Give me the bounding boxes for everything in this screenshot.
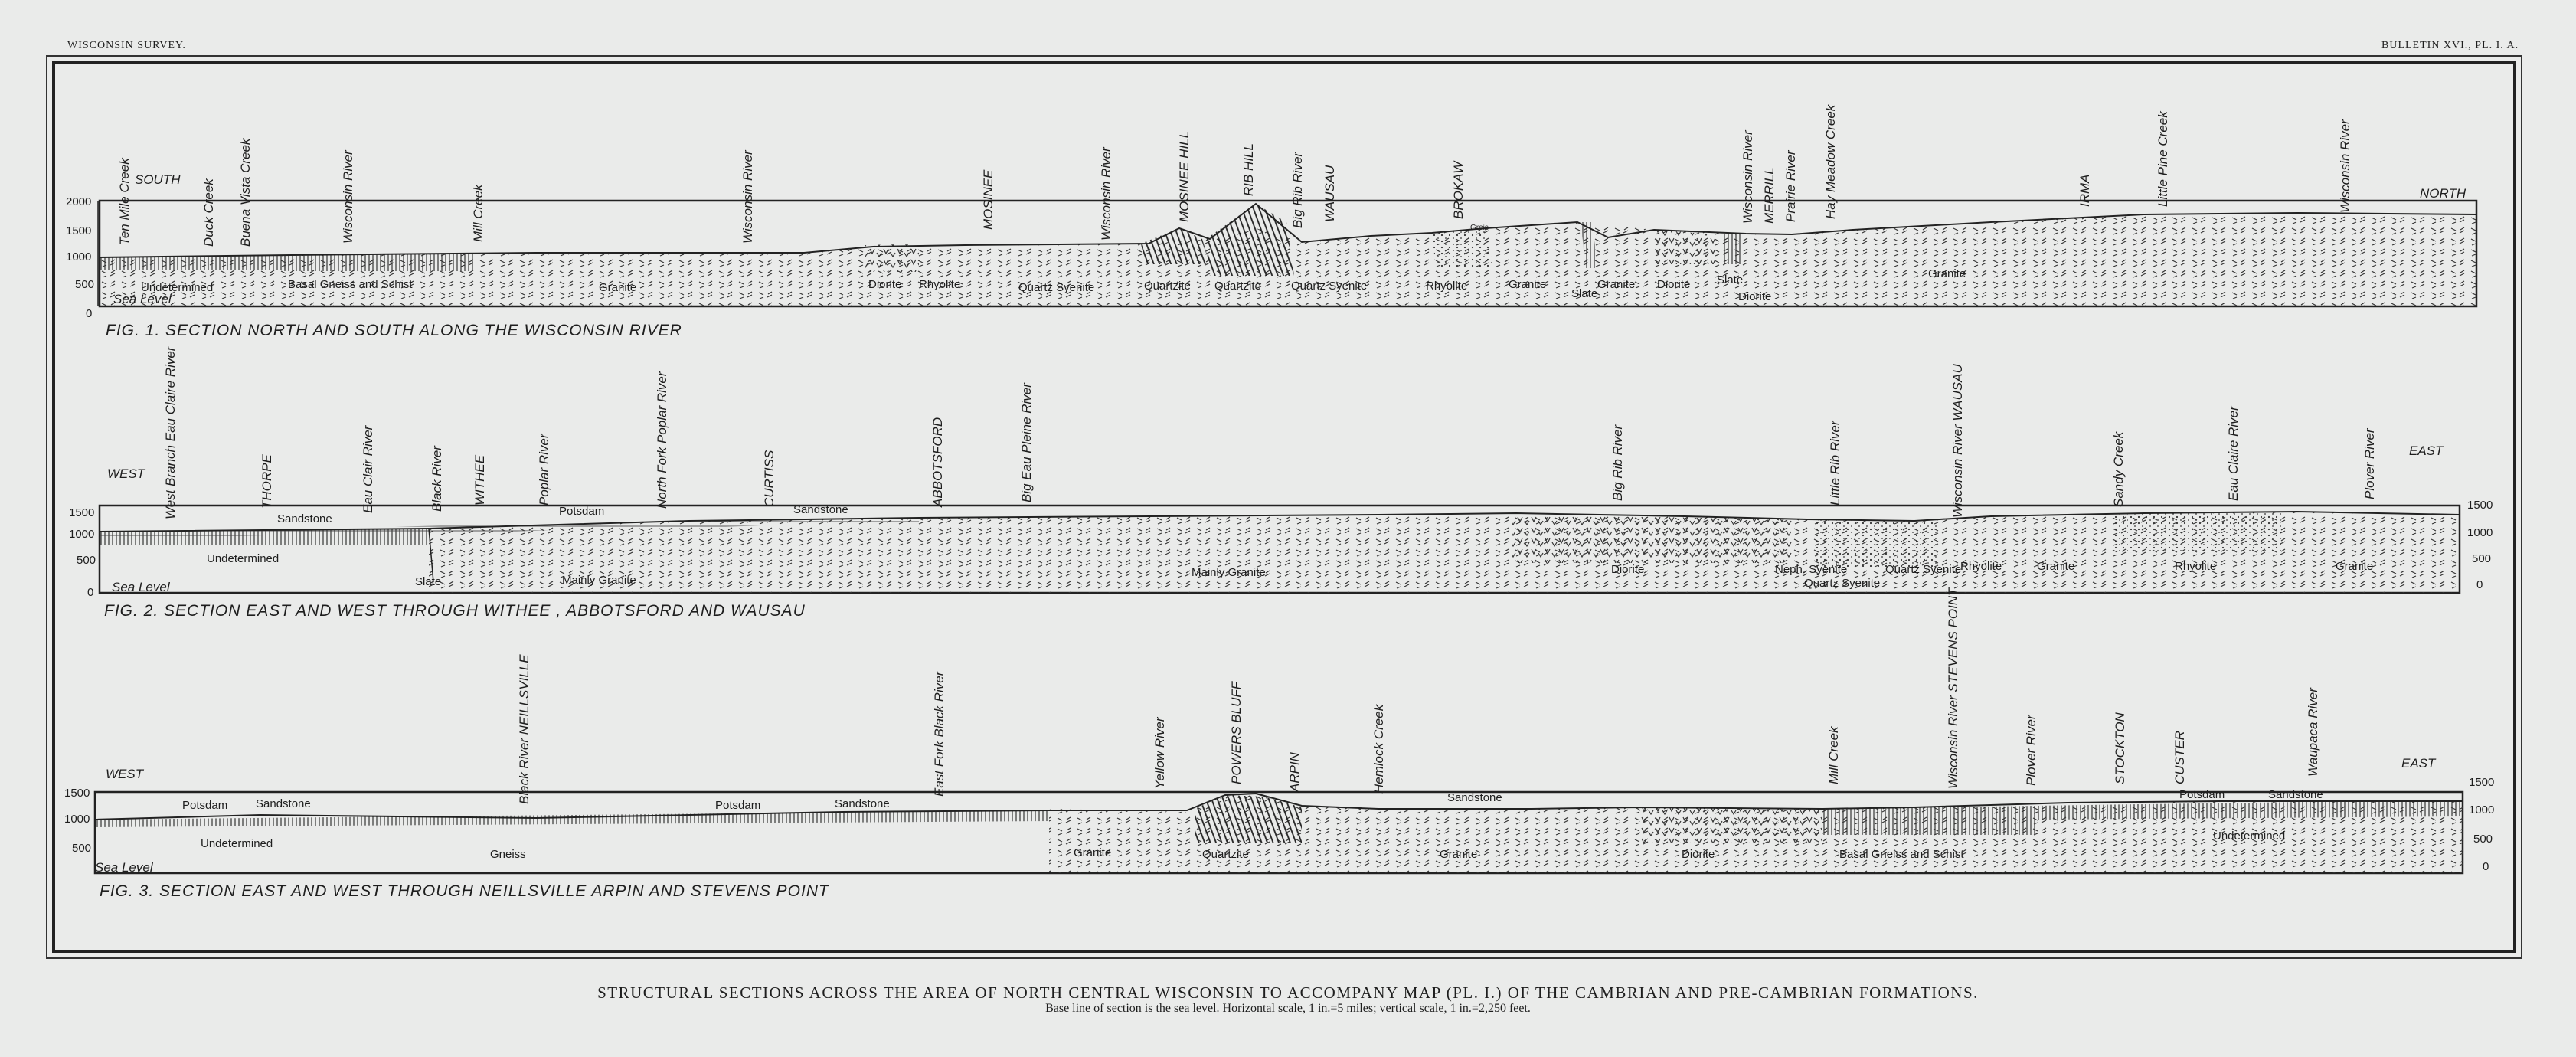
rock-label: Sandstone [793, 503, 848, 516]
place-label: Black River NEILLSVILLE [517, 654, 531, 804]
place-label: WAUSAU [1322, 165, 1337, 222]
profile-gneiss [283, 254, 475, 271]
axis-tick: 2000 [66, 195, 92, 208]
rock-label: Slate [1717, 273, 1744, 286]
direction-right: NORTH [2420, 186, 2466, 201]
rock-label: Sandstone [277, 512, 332, 525]
direction-left: WEST [107, 466, 145, 481]
place-label: BROKAW [1451, 161, 1466, 219]
rock-label: Granite [2037, 560, 2075, 573]
place-label: Ten Mile Creek [117, 158, 132, 245]
place-label: CUSTER [2172, 731, 2187, 784]
axis-tick: 0 [2476, 578, 2483, 591]
plate-header-right: BULLETIN XVI., PL. I. A. [2381, 40, 2519, 51]
place-label: Duck Creek [201, 178, 216, 247]
plate-subtitle: Base line of section is the sea level. Horizontal scale, 1 in.=5 miles; vertical scale, 1 in.=2,250 feet. [1045, 1002, 1531, 1015]
rock-label: Potsdam [559, 505, 605, 518]
place-label: Plover River [2024, 715, 2038, 786]
place-label: Wisconsin River [1099, 147, 1113, 241]
place-label: POWERS BLUFF [1229, 681, 1244, 784]
profile-gneiss [1822, 806, 2037, 835]
place-label: MOSINEE HILL [1177, 130, 1192, 222]
rock-label: Granite [1928, 267, 1966, 280]
place-label: CURTISS [762, 450, 776, 507]
place-label: ABBOTSFORD [930, 417, 945, 507]
profile-diorite-2 [1654, 230, 1715, 264]
axis-tick: 0 [87, 586, 94, 599]
direction-left: SOUTH [135, 172, 181, 187]
profile-quartzite-2 [1206, 204, 1294, 276]
rock-label: Diorite [1657, 278, 1691, 291]
place-label: Buena Vista Creek [238, 138, 253, 247]
axis-tick: 500 [77, 554, 96, 567]
rock-label: Diorite [868, 278, 902, 291]
rock-label: Gneiss [490, 848, 526, 861]
rock-label: Quartz Syenite [1804, 577, 1881, 590]
place-label: STOCKTON [2113, 712, 2127, 784]
rock-label: Granite [599, 281, 637, 294]
rock-label: Quartzite [1144, 280, 1191, 293]
section-caption: FIG. 3. SECTION EAST AND WEST THROUGH NEILLSVILLE ARPIN AND STEVENS POINT [100, 882, 829, 900]
rock-label: Quartzite [1202, 848, 1249, 861]
sea-level-label: Sea Level [112, 580, 170, 594]
rock-label: Quartz Syenite [1291, 280, 1368, 293]
profile-quartzite-1 [1141, 228, 1210, 264]
rock-label: Sandstone [835, 797, 890, 810]
axis-tick: 500 [75, 278, 95, 291]
place-label: Wisconsin River [1741, 130, 1755, 224]
rock-label: Quartzite [1214, 280, 1261, 293]
place-label: West Branch Eau Claire River [163, 346, 178, 519]
rock-label: Slate [415, 575, 442, 588]
place-label: Plover River [2362, 428, 2377, 499]
axis-tick: 0 [2483, 860, 2489, 873]
plate-title: STRUCTURAL SECTIONS ACROSS THE AREA OF NORTH CENTRAL WISCONSIN TO ACCOMPANY MAP (PL. I.) OF THE CAMBRIAN AND PRE-CAMBRIAN FORMATIONS. [597, 983, 1979, 1002]
place-label: Eau Clair River [361, 425, 375, 513]
profile-diorite [1639, 807, 1822, 843]
axis-tick: 500 [2472, 552, 2492, 565]
rock-label: Basal Gneiss and Schist [1839, 848, 1964, 861]
profile-diorite [1512, 515, 1792, 563]
direction-left: WEST [106, 767, 144, 781]
rock-label: Potsdam [715, 799, 761, 812]
rock-label: Quartz Syenite [1018, 281, 1095, 294]
place-label: Waupaca River [2306, 688, 2320, 777]
place-label: IRMA [2077, 174, 2092, 207]
rock-label: Diorite [1682, 848, 1715, 861]
place-label: Hay Meadow Creek [1823, 104, 1838, 219]
axis-tick: 1000 [2467, 526, 2493, 539]
place-label: North Fork Poplar River [655, 371, 669, 509]
rock-label: Sandstone [1447, 791, 1502, 804]
profile-slate-2 [1723, 234, 1742, 264]
axis-tick: 0 [86, 307, 93, 320]
rock-label: Potsdam [182, 799, 228, 812]
rock-label: Quartz Syenite [1885, 563, 1962, 576]
axis-tick: 1000 [64, 813, 90, 826]
rock-label: Rhyolite [1960, 560, 2002, 573]
rock-label: Sandstone [2268, 788, 2323, 801]
rock-label: Diorite [1611, 563, 1645, 576]
profile-diorite [865, 244, 919, 272]
axis-tick: 1000 [2469, 803, 2495, 816]
place-label: Little Rib River [1828, 421, 1842, 506]
axis-tick: 1000 [66, 250, 92, 263]
place-label: WITHEE [472, 454, 487, 506]
rock-label: Mainly Granite [562, 574, 636, 587]
rock-label: Rhyolite [919, 278, 961, 291]
rock-label: Rhyolite [2175, 560, 2217, 573]
rock-label: Diorite [1738, 290, 1772, 303]
section-fig2 [69, 345, 2493, 620]
place-label: Black River [430, 446, 444, 512]
profile-rhyolite [2113, 512, 2282, 553]
place-label: Sandy Creek [2111, 431, 2126, 507]
plate-header-left: WISCONSIN SURVEY. [67, 40, 186, 51]
place-label: Big Eau Pleine River [1019, 383, 1034, 502]
profile-undetermined [95, 810, 1049, 827]
axis-tick: 1000 [69, 528, 95, 541]
direction-right: EAST [2409, 443, 2444, 458]
place-label: Poplar River [537, 434, 551, 506]
rock-label: Granite [1074, 846, 1112, 859]
place-label: Little Pine Creek [2156, 111, 2170, 207]
rock-label: Rhyolite [1426, 280, 1468, 293]
axis-tick: 1500 [66, 224, 92, 237]
rock-label: Granite [2336, 560, 2374, 573]
place-label: Big Rib River [1290, 152, 1305, 228]
place-label: Mill Creek [1826, 726, 1841, 784]
place-label: East Fork Black River [932, 671, 946, 797]
axis-tick: 500 [2473, 833, 2493, 846]
place-label: Wisconsin River STEVENS POINT [1946, 587, 1960, 789]
rock-label: Greis [1470, 224, 1489, 232]
sea-level-label: Sea Level [113, 292, 172, 306]
rock-label: Slate [1571, 287, 1598, 300]
rock-label: Undetermined [207, 552, 280, 565]
section-fig1 [66, 103, 2476, 339]
profile-rhyolite [1432, 228, 1493, 268]
rock-label: Undetermined [2213, 830, 2286, 843]
place-label: Wisconsin River [2338, 119, 2352, 213]
axis-tick: 1500 [2467, 499, 2493, 512]
section-caption: FIG. 2. SECTION EAST AND WEST THROUGH WITHEE , ABBOTSFORD AND WAUSAU [104, 602, 806, 620]
rock-label: Potsdam [2179, 788, 2225, 801]
axis-tick: 1500 [69, 506, 95, 519]
place-label: THORPE [260, 454, 274, 509]
axis-tick: 1500 [2469, 776, 2495, 789]
rock-label: Neph. Syenite [1775, 563, 1848, 576]
place-label: RIB HILL [1241, 143, 1256, 196]
rock-label: Sandstone [256, 797, 311, 810]
place-label: MOSINEE [981, 169, 995, 230]
place-labels [163, 345, 2377, 519]
rock-label: Granite [1597, 278, 1636, 291]
sea-level-label: Sea Level [95, 860, 153, 875]
section-caption: FIG. 1. SECTION NORTH AND SOUTH ALONG THE WISCONSIN RIVER [106, 322, 682, 339]
place-label: Big Rib River [1610, 424, 1625, 501]
direction-right: EAST [2401, 756, 2436, 771]
rock-label: Undetermined [201, 837, 273, 850]
place-label: Wisconsin River [341, 150, 355, 244]
place-label: Hemlock Creek [1371, 704, 1386, 794]
place-label: Eau Claire River [2226, 406, 2241, 501]
place-label: Wisconsin River WAUSAU [1950, 364, 1965, 518]
place-label: Prairie River [1783, 150, 1798, 222]
place-label: ARPIN [1287, 752, 1302, 792]
place-label: MERRILL [1762, 167, 1777, 224]
rock-label: Mainly Granite [1192, 566, 1266, 579]
rock-label: Granite [1440, 848, 1478, 861]
profile-syenite [1815, 519, 1937, 567]
rock-label: Undetermined [141, 281, 214, 294]
place-label: Wisconsin River [740, 150, 755, 244]
axis-tick: 1500 [64, 787, 90, 800]
rock-label: Granite [1509, 278, 1547, 291]
place-label: Mill Creek [471, 184, 485, 242]
rock-label: Basal Gneiss and Schist [288, 278, 413, 291]
section-fig3 [64, 587, 2494, 900]
place-label: Yellow River [1152, 717, 1167, 789]
axis-tick: 500 [72, 842, 92, 855]
